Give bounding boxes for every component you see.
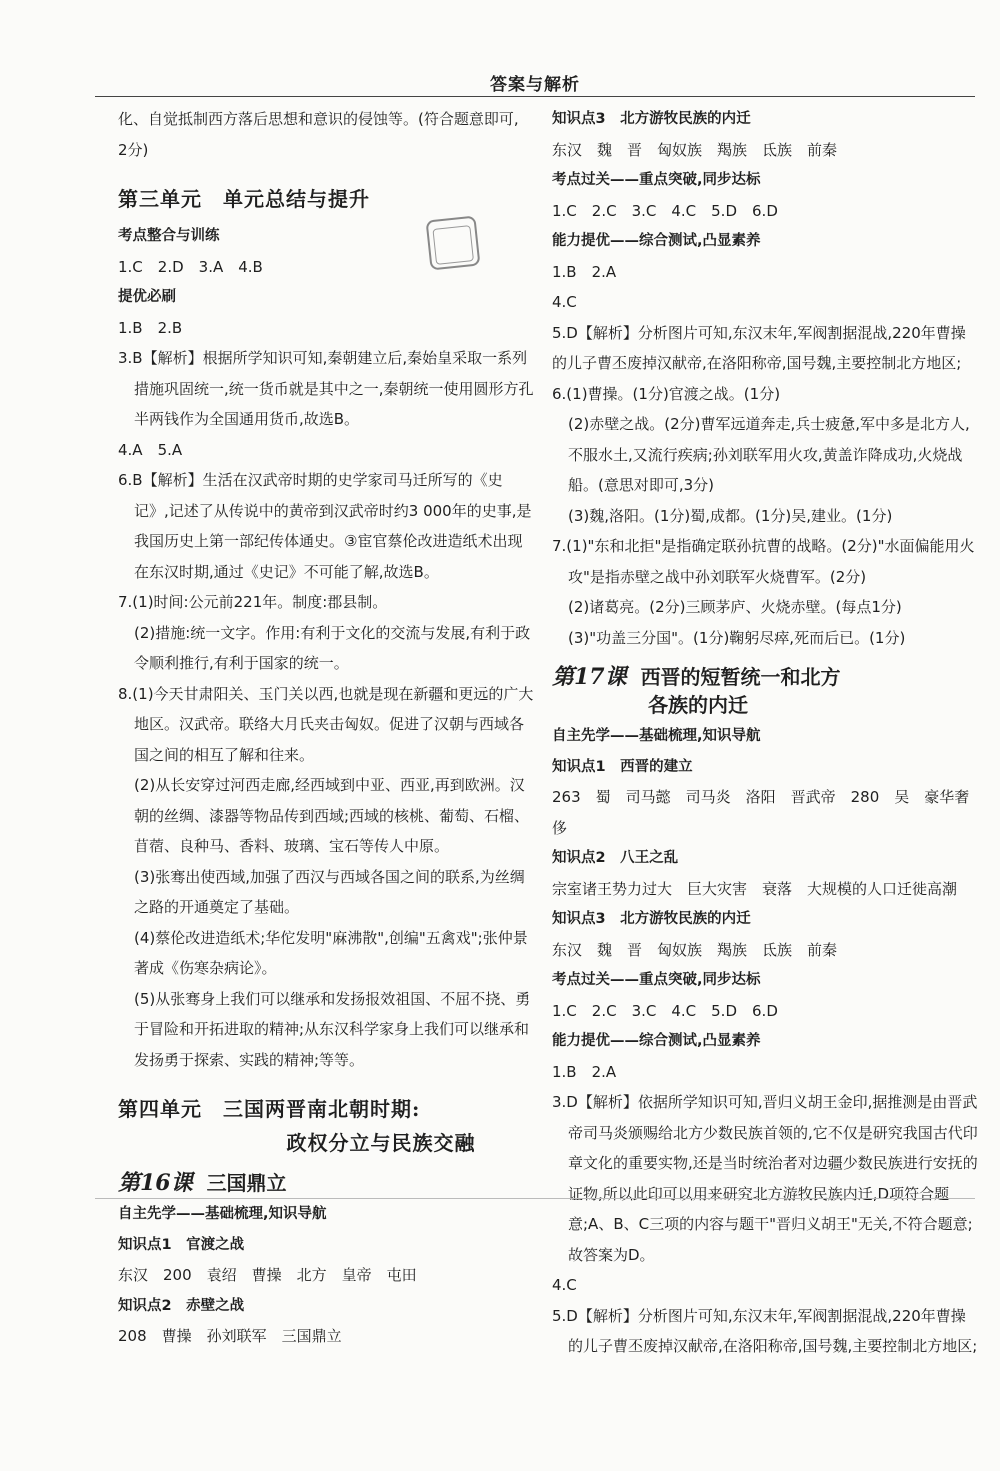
- tybs-title: 提优必刷: [118, 289, 176, 305]
- lesson16-number: 第16课: [118, 1170, 193, 1196]
- unit3-title: 第三单元 单元总结与提升: [118, 187, 370, 211]
- left-q4-5: 4.A 5.A: [118, 440, 183, 459]
- kdzh-answers: 1.C 2.D 3.A 4.B: [118, 257, 263, 276]
- right-nltg-title: 能力提优——综合测试,凸显素养: [552, 233, 761, 249]
- lesson17-name-1: 西晋的短暂统一和北方: [640, 665, 841, 689]
- right-l17-kp1-title: 知识点1 西晋的建立: [552, 758, 693, 775]
- right-kp3-answers: 东汉 魏 晋 匈奴族 羯族 氐族 前秦: [552, 140, 838, 159]
- right-q4: 4.C: [552, 293, 577, 311]
- lesson16-title: [118, 1167, 534, 1199]
- right-q7-2: (2)诸葛亮。(2分)三顾茅庐、火烧赤壁。(每点1分): [568, 598, 902, 616]
- lesson16-name: 三国鼎立: [206, 1171, 287, 1195]
- right-l17-q5: 5.D【解析】分析图片可知,东汉末年,军阀割据混战,220年曹操的儿子曹丕废掉汉献帝,在洛阳称帝,国号魏,主要控制北方地区;: [552, 1306, 978, 1355]
- left-q8-5: (5)从张骞身上我们可以继承和发扬报效祖国、不屈不挠、勇于冒险和开拓进取的精神;从东汉科学家身上我们可以继承和发扬勇于探索、实践的精神;等等。: [134, 989, 531, 1069]
- right-q6-2: (2)赤壁之战。(2分)曹军远道奔走,兵士疲惫,军中多是北方人,不服水土,又流行疾病;孙刘联军用火攻,黄盖诈降成功,火烧战船。(意思对即可,3分): [568, 415, 970, 494]
- right-l17-kdgg-answers: 1.C 2.C 3.C 4.C 5.D 6.D: [552, 1001, 778, 1020]
- tybs-answers: 1.B 2.B: [118, 318, 183, 337]
- left-q8-2: (2)从长安穿过河西走廊,经西域到中亚、西亚,再到欧洲。汉朝的丝绸、漆器等物品传到西域;西域的核桃、葡萄、石榴、苜蓿、良种马、香料、玻璃、宝石等传人中原。: [134, 776, 530, 855]
- right-q6-1: 6.(1)曹操。(1分)官渡之战。(1分): [552, 384, 781, 403]
- site-logo: [830, 1412, 980, 1460]
- right-l17-nltg-title: 能力提优——综合测试,凸显素养: [552, 1033, 761, 1049]
- right-l17-kdgg-title: 考点过关——重点突破,同步达标: [552, 972, 761, 988]
- header-title: 答案与解析: [490, 75, 580, 95]
- right-l17-kp1-answers: 263 蜀 司马懿 司马炎 洛阳 晋武帝 280 吴 豪华奢侈: [552, 788, 970, 837]
- right-l17-q4: 4.C: [552, 1276, 577, 1294]
- right-l17-kp2-title: 知识点2 八王之乱: [552, 850, 679, 866]
- bottom-separator: [95, 1198, 975, 1199]
- right-l17-kp3-title: 知识点3 北方游牧民族的内迁: [552, 911, 751, 927]
- page-header: [95, 68, 975, 97]
- right-l17-kp3-answers: 东汉 魏 晋 匈奴族 羯族 氐族 前秦: [552, 940, 838, 959]
- right-l17-nltg-answers: 1.B 2.A: [552, 1062, 617, 1081]
- left-q3: 3.B【解析】根据所学知识可知,秦朝建立后,秦始皇采取一系列措施巩固统一,统一货币就是其中之一,秦朝统一使用圆形方孔半两钱作为全国通用货币,故选B。: [118, 349, 534, 428]
- unit4-title-line1: 第四单元 三国两晋南北朝时期:: [118, 1097, 421, 1121]
- right-l17-kp2-answers: 宗室诸王势力过大 巨大灾害 衰落 大规模的人口迁徙高潮: [552, 879, 958, 898]
- left-q7-2: (2)措施:统一文字。作用:有利于文化的交流与发展,有利于政令顺利推行,有利于国家的统一。: [134, 623, 531, 672]
- left-zzxx-title: 自主先学——基础梳理,知识导航: [118, 1206, 327, 1222]
- left-column: [118, 104, 534, 1352]
- right-q7-3: (3)"功盖三分国"。(1分)鞠躬尽瘁,死而后已。(1分): [568, 628, 906, 647]
- right-q6-3: (3)魏,洛阳。(1分)蜀,成都。(1分)吴,建业。(1分): [568, 506, 893, 525]
- right-column: [552, 104, 978, 1362]
- right-q7-1: 7.(1)"东和北拒"是指确定联孙抗曹的战略。(2分)"水面偏能用火攻"是指赤壁之战中孙刘联军火烧曹军。(2分): [552, 537, 975, 586]
- left-q8-4: (4)蔡伦改进造纸术;华佗发明"麻沸散",创编"五禽戏";张仲景著成《伤寒杂病论》。: [134, 928, 528, 977]
- lesson17-title-line2: 各族的内迁: [648, 693, 748, 717]
- left-q8-1: 8.(1)今天甘肃阳关、玉门关以西,也就是现在新疆和更远的广大地区。汉武帝。联络大月氏夹击匈奴。促进了汉朝与西域各国之间的相互了解和往来。: [118, 684, 534, 764]
- right-kp3-title: 知识点3 北方游牧民族的内迁: [552, 111, 751, 127]
- left-q8-3: (3)张骞出使西域,加强了西汉与西域各国之间的联系,为丝绸之路的开通奠定了基础。: [134, 867, 525, 916]
- unit4-title-line2: 政权分立与民族交融: [286, 1131, 476, 1155]
- kdzh-title: 考点整合与训练: [118, 228, 220, 244]
- left-kp2-title: 知识点2 赤壁之战: [118, 1297, 245, 1314]
- lesson17-number: 第17课: [552, 664, 627, 690]
- right-kdgg-title: 考点过关——重点突破,同步达标: [552, 172, 761, 188]
- right-kdgg-answers: 1.C 2.C 3.C 4.C 5.D 6.D: [552, 201, 778, 220]
- left-kp1-title: 知识点1 官渡之战: [118, 1236, 245, 1253]
- right-l17-q3: 3.D【解析】依据所学知识可知,晋归义胡王金印,据推测是由晋武帝司马炎颁赐给北方少数民族首领的,它不仅是研究我国古代印章文化的重要实物,还是当时统治者对边疆少数民族进行安抚的证物,所以此印可以用来研究北方游牧民族内迁,D项符合题意;A、B、C三项的内容与题干"晋归义胡王"无关,不符合题意;故答案为D。: [552, 1093, 978, 1264]
- left-q6: 6.B【解析】生活在汉武帝时期的史学家司马迁所写的《史记》,记述了从传说中的黄帝到汉武帝时约3 000年的史事,是我国历史上第一部纪传体通史。③宦官蔡伦改进造纸术出现在东汉时期,通过《史记》不可能了解,故选B。: [118, 471, 532, 581]
- left-kp1-answers: 东汉 200 袁绍 曹操 北方 皇帝 屯田: [118, 1266, 417, 1284]
- left-kp2-answers: 208 曹操 孙刘联军 三国鼎立: [118, 1327, 342, 1345]
- intro-line-2: 2分): [118, 140, 149, 159]
- left-q7-1: 7.(1)时间:公元前221年。制度:郡县制。: [118, 593, 388, 611]
- right-nltg-answers: 1.B 2.A: [552, 262, 617, 281]
- right-zzxx-title: 自主先学——基础梳理,知识导航: [552, 728, 761, 744]
- intro-line-1: 化、自觉抵制西方落后思想和意识的侵蚀等。(符合题意即可,: [118, 110, 519, 128]
- right-q5: 5.D【解析】分析图片可知,东汉末年,军阀割据混战,220年曹操的儿子曹丕废掉汉献帝,在洛阳称帝,国号魏,主要控制北方地区;: [552, 323, 966, 372]
